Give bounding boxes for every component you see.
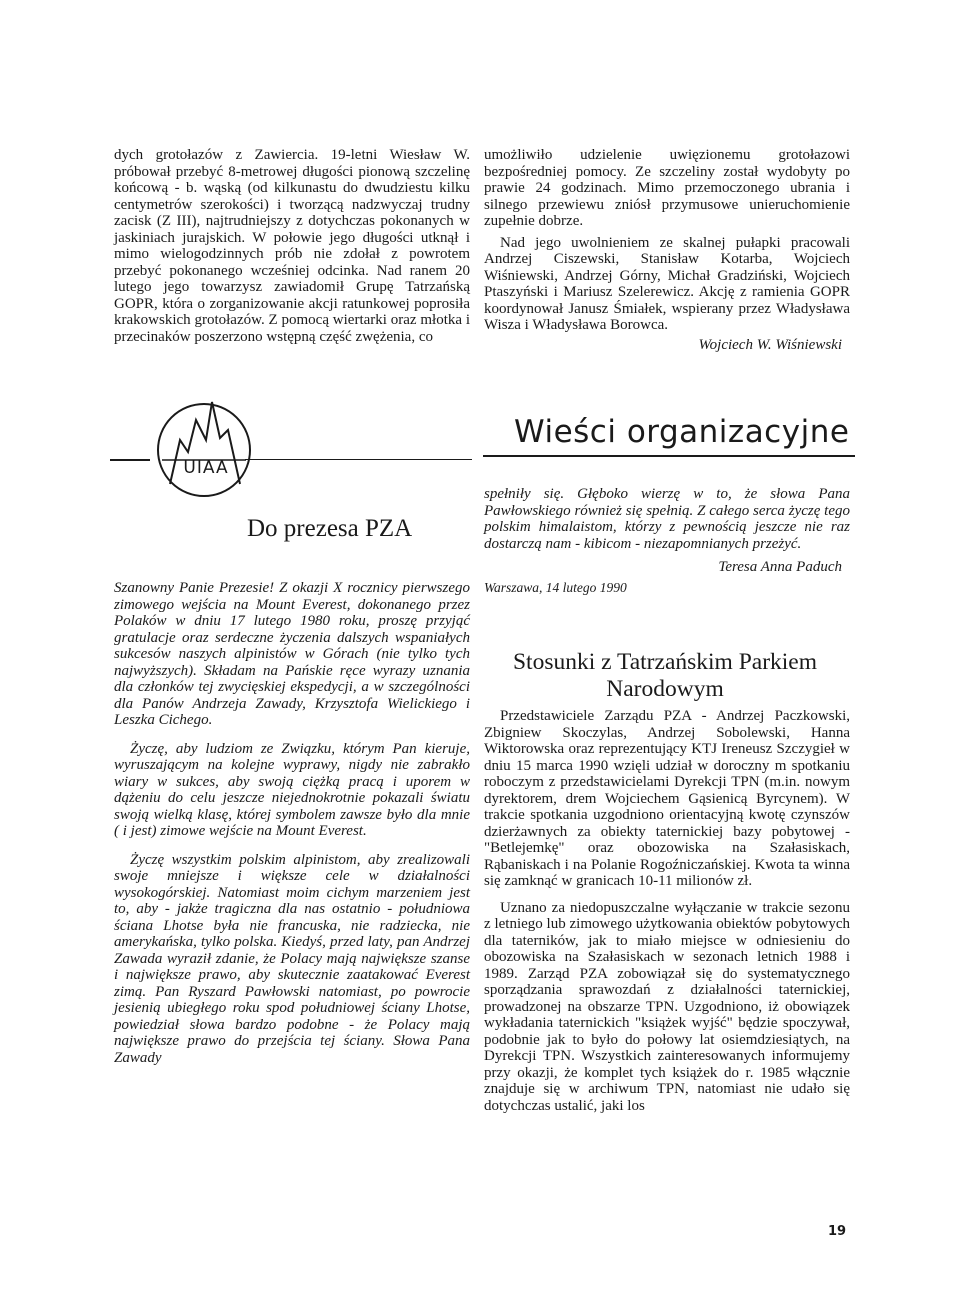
article-paragraph: umożliwiło udzielenie uwięzionemu grotołazowi bezpośredniej pomocy. Ze szczeliny został wydobyty po prawie 24 godzinach. Mimo przemoczonego ubrania i silnego przewiewu zniósł przymusowe unieruchomienie zupełnie dobrze. — [484, 147, 850, 229]
article-paragraph: Przedstawiciele Zarządu PZA - Andrzej Paczkowski, Zbigniew Skoczylas, Andrzej Sobolewski, Hanna Wiktorowska oraz reprezentujący KTJ Ireneusz Szczygieł w dniu 15 marca 1990 wzięli udział w doroczny m spotkaniu roboczym z przedstawicielami Dyrekcji TPN (m.in. nowym dyrektorem, drem Wojciechem Gąsienicą Byrcynem). W trakcie spotkania uzgodniono orientacyjną kwotę czynszów dzierżawnych za obiekty taternickiej bazy pobytowej - "Betlejemkę" oraz obozowiska na Szałasiskach, Rąbaniskach i na Polanie Rogoźniczańskiej. Kwota ta winna się zamknąć w granicach 10-11 milionów zł. — [484, 708, 850, 889]
letter-signature: Teresa Anna Paduch — [718, 559, 842, 575]
page-number: 19 — [828, 1224, 847, 1239]
uiaa-text: UIAA — [183, 458, 229, 478]
logo-divider — [245, 459, 472, 460]
section-heading: Wieści organizacyjne — [514, 414, 850, 450]
author-signature: Wojciech W. Wiśniewski — [698, 336, 842, 353]
right-top-column — [484, 147, 850, 354]
left-top-column — [114, 147, 470, 345]
section-divider — [483, 455, 855, 457]
uiaa-mountain-icon — [108, 392, 268, 502]
article-paragraph: dych grotołazów z Zawiercia. 19-letni Wiesław W. próbował przebyć 8-metrowej długości pionową szczelinę końcową - b. wąską (od kilkunastu do dwudziestu kilku centymetrów szerokości) i tworzącą nadzwyczaj trudny zacisk (Z III), najtrudniejszy z dotychczas pokonanych w jaskiniach jurajskich. W połowie jego długości utknął i mimo wielogodzinnych prób nie zdołał z powrotem przebyć pokonanego wcześniej odcinka. Nad ranem 20 lutego jego towarzysz zawiadomił Grupę Tatrzańską GOPR, która o zorganizowanie akcji ratunkowej poprosiła krakowskich grotołazów. Z pomocą wiertarki oraz młotka i przecinaków poszerzono wstępną część zwężenia, co — [114, 147, 470, 345]
article-title: Stosunki z Tatrzańskim Parkiem Narodowym — [512, 649, 818, 702]
article-paragraph: Nad jego uwolnieniem ze skalnej pułapki pracowali Andrzej Ciszewski, Stanisław Kotarba, Wojciech Wiśniewski, Andrzej Górny, Michał Gradziński, Wojciech Ptaszyński i Mariusz Szelerewicz. Akcję z ramienia GOPR koordynował Janusz Śmiałek, wspierany przez Władysława Wisza i Władysława Borowca. — [484, 234, 850, 333]
tpn-article-column — [484, 708, 850, 1114]
letter-date: Warszawa, 14 lutego 1990 — [484, 580, 627, 595]
letter-paragraph: spełniły się. Głęboko wierzę w to, że słowa Pana Pawłowskiego również się spełnią. Z całego serca życzę tego polskim himalaistom, którzy z pewnością jeszcze nie raz dostarczą nam - kibicom - niezapomnianych przeżyć. — [484, 486, 850, 552]
letter-paragraph: Szanowny Panie Prezesie! Z okazji X rocznicy pierwszego zimowego wejścia na Mount Everest, dokonanego przez Polaków w dniu 17 lutego 1980 roku, proszę przyjąć gratulacje oraz serdeczne życzenia dalszych wspaniałych sukcesów naszych alpinistów w Górach (nie tylko tych najwyższych). Składam na Pańskie ręce wyrazy uznania dla członków tej zwycięskiej ekspedycji, a w szczególności dla Panów Andrzeja Zawady, Krzysztofa Wielickiego i Leszka Cichego. — [114, 580, 470, 728]
letter-title: Do prezesa PZA — [247, 515, 413, 542]
uiaa-logo — [108, 392, 268, 502]
letter-paragraph: Życzę, aby ludziom ze Związku, którym Pan kieruje, wyruszającym na kolejne wyprawy, nigdy nie zabrakło wiary w sukces, aby swoją ciężką pracą i uporem w dążeniu do celu jeszcze niejednokrotnie pokazali światu swoją wielką klasę, której symbolem zawsze było dla mnie ( i jest) zimowe wejście na Mount Everest. — [114, 740, 470, 839]
letter-paragraph: Życzę wszystkim polskim alpinistom, aby zrealizowali swoje mniejsze i większe cele w działalności wysokogórskiej. Natomiast moim cichym marzeniem jest to, aby - jakże tragiczna dla nas ostatnio - południowa ściana Lhotse była nie francuska, nie radziecka, nie amerykańska, tylko polska. Kiedyś, przed laty, pan Andrzej Zawada wyraził zdanie, że Polacy mają największe szanse i największe prawo, aby skutecznie zaatakować Everest zimą. Pan Ryszard Pawłowski natomiast, po powrocie jesienią ubiegłego roku spod południowej ściany Lhotse, powiedział słowa bardzo podobne - że Polacy mają największe prawo do przejścia tej ściany. Słowa Pana Zawady — [114, 851, 470, 1066]
letter-continuation — [484, 486, 850, 596]
article-paragraph: Uznano za niedopuszczalne wyłączanie w trakcie sezonu z letniego lub zimowego użytkowania obiektów pobytowych dla taterników, jak to miało miejsce w odniesieniu do obozowiska na Szałasiskach w sezonach letnich 1988 i 1989. Zarząd PZA zobowiązał się do systematycznego sporządzania sprawozdań z działalności taternickiej, prowadzonej na obszarze TPN. Uzgodniono, iż obowiązek wykładania taternickich "książek wyjść" będzie spoczywał, podobnie jak to było do połowy lat osiemdziesiątych, na Dyrekcji TPN. Wszystkich zainteresowanych informujemy przy okazji, że komplet tych książek do r. 1985 włącznie znajduje się w archiwum TPN, natomiast nie udało się dotychczas ustalić, jaki los — [484, 899, 850, 1114]
letter-column — [114, 580, 470, 1066]
